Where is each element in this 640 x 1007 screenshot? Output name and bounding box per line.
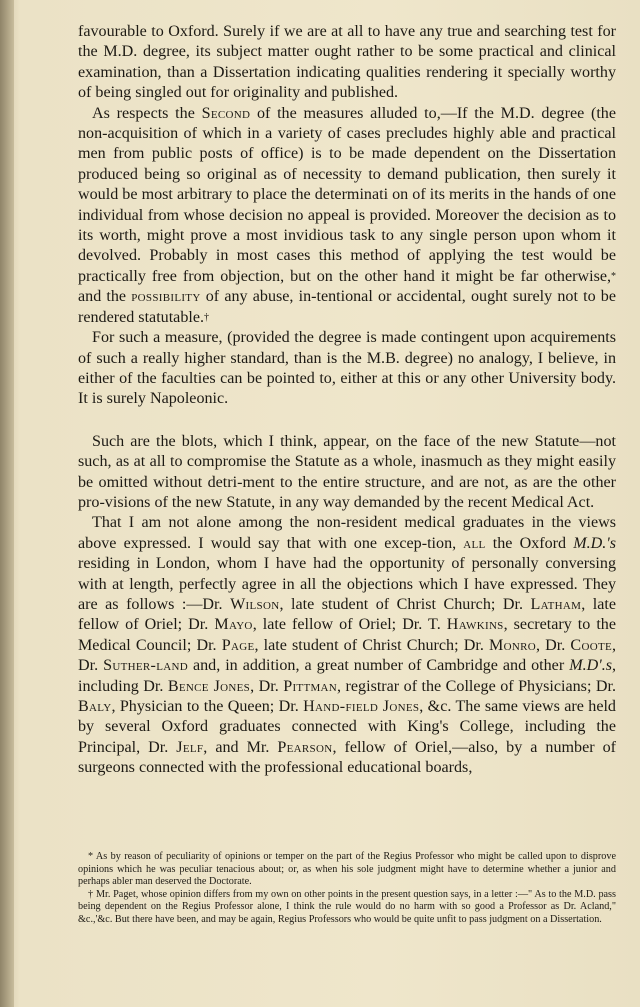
- p5-t2: the Oxford: [485, 534, 574, 552]
- p5-t10: , Dr.: [78, 636, 617, 675]
- p5-t8: , late student of Christ Church; Dr.: [254, 636, 489, 654]
- name-coote: Coote: [570, 636, 612, 654]
- p5-t12: , including Dr.: [78, 657, 617, 695]
- p5-t6: , late fellow of Oriel; Dr. T.: [252, 616, 447, 634]
- binding-edge: [0, 0, 14, 1007]
- name-pittman: Pittman: [283, 677, 338, 695]
- p5-t16: , &c. The same views are held by several Oxford graduates connected with King's College, including the Principal, Dr.: [78, 698, 616, 756]
- name-bence-jones: Bence Jones: [167, 677, 251, 695]
- name-baly: Baly: [78, 698, 112, 715]
- p2-text-a: As respects the: [92, 104, 202, 122]
- footnotes: [78, 851, 616, 927]
- p2-text-e: and the: [78, 288, 132, 306]
- p2-second: Second: [201, 104, 251, 122]
- name-monro: Monro: [489, 636, 536, 654]
- name-page: Page: [221, 636, 255, 654]
- p5-t4: , late student of Christ Church; Dr.: [279, 595, 531, 613]
- p5-t17: , and Mr.: [203, 738, 278, 756]
- paragraph-2: [78, 104, 616, 328]
- section-gap: [78, 410, 616, 432]
- p2-possibility: possibility: [131, 288, 201, 306]
- footnote-1: * As by reason of peculiarity of opinions or temper on the part of the Regius Professor who might be called upon to disprove opinions which he was peculiar tenacious about; or, as when his sole judgment might have to determine whether a junior and perhaps abler man deserved the Doctorate.: [78, 851, 616, 888]
- footnote-mark-1: *: [611, 270, 616, 282]
- name-pearson: Pearson: [277, 738, 333, 756]
- p2-text-c: of the measures alluded to,—If the M.D. degree (the non-acquisition of which in a variety of cases precludes highly able and practical men from public posts of office) is to be made dependent on the Dissertation produced being so original as of necessity to demand publication, then surely it would be most arbitrary to place the determinati on of its merits in the hands of one individual from whose decision no appeal is provided. Moreover the decision as to its worth, might prove a most invidious task to any single person upon whom it devolved. Probably in most cases this method of applying the test would be practically free from objection, but on the other hand it might be far otherwise,: [78, 104, 616, 285]
- p5-md2: M.D'.s: [569, 657, 612, 675]
- paragraph-1: favourable to Oxford. Surely if we are at all to have any true and searching test for the M.D. degree, its subject matter ought rather to be some practical and clinical examination, than a Dissertation indicating qualities rendering it specially worthy of being singled out for originality and published.: [78, 23, 616, 102]
- p5-t13: , Dr.: [250, 677, 284, 695]
- p5-md1: M.D.'s: [573, 534, 616, 552]
- p5-t15: , Physician to the Queen; Dr.: [111, 698, 304, 715]
- p2-text-g: of any abuse, in-tentional or accidental, ought surely not to be rendered statutable.: [78, 288, 616, 326]
- name-mayo: Mayo: [214, 616, 253, 634]
- name-sutherland: Suther-land: [103, 657, 188, 675]
- p5-t14: , registrar of the College of Physicians; Dr.: [337, 677, 617, 695]
- p5-t7: , secretary to the Medical Council; Dr.: [78, 616, 616, 654]
- p5-t3: residing in London, whom I have had the opportunity of personally conversing with at length, perfectly agree in all the objections which I have expressed. They are as follows :—Dr.: [78, 555, 616, 613]
- p5-t18: , fellow of Oriel,—also, by a number of surgeons connected with the professional educational boards,: [78, 738, 616, 777]
- p5-t11: and, in addition, a great number of Cambridge and other: [187, 657, 570, 675]
- p5-t5: , late fellow of Oriel; Dr.: [78, 595, 617, 634]
- footnote-mark-2: †: [204, 311, 210, 323]
- name-wilson: Wilson: [230, 595, 280, 613]
- p5-t1: That I am not alone among the non-resident medical graduates in the views above expressed. I would say that with one excep-tion,: [78, 514, 616, 552]
- name-latham: Latham: [530, 595, 582, 613]
- paragraph-3: For such a measure, (provided the degree is made contingent upon acquirements of such a really higher standard, than is the M.B. degree) no analogy, I believe, in either of the faculties can be pointed to, either at this or any other University body. It is surely Napoleonic.: [78, 329, 616, 408]
- footnote-2: † Mr. Paget, whose opinion differs from my own on other points in the present question says, in a letter :—" As to the M.D. pass being dependent on the Regius Professor alone, I think the rule would do no harm with so good a Professor as Dr. Acland," &c.,'&c. But there have been, and may be again, Regius Professors who would be quite unfit to pass judgment on a Dissertation.: [78, 888, 616, 925]
- name-handfield-jones: Hand-field Jones: [303, 698, 420, 715]
- p5-all: all: [463, 534, 486, 552]
- name-jelf: Jelf: [176, 738, 204, 756]
- body-text: [78, 22, 616, 779]
- paragraph-4: Such are the blots, which I think, appear, on the face of the new Statute—not such, as at all to compromise the Statute as a whole, inasmuch as they might easily be omitted without detri-ment to the entire structure, and are not, as are the other pro-visions of the new Statute, in any way demanded by the recent Medical Act.: [78, 432, 616, 511]
- name-hawkins: Hawkins: [446, 616, 504, 634]
- p5-t9: , Dr.: [535, 636, 571, 654]
- paragraph-5: [78, 513, 616, 778]
